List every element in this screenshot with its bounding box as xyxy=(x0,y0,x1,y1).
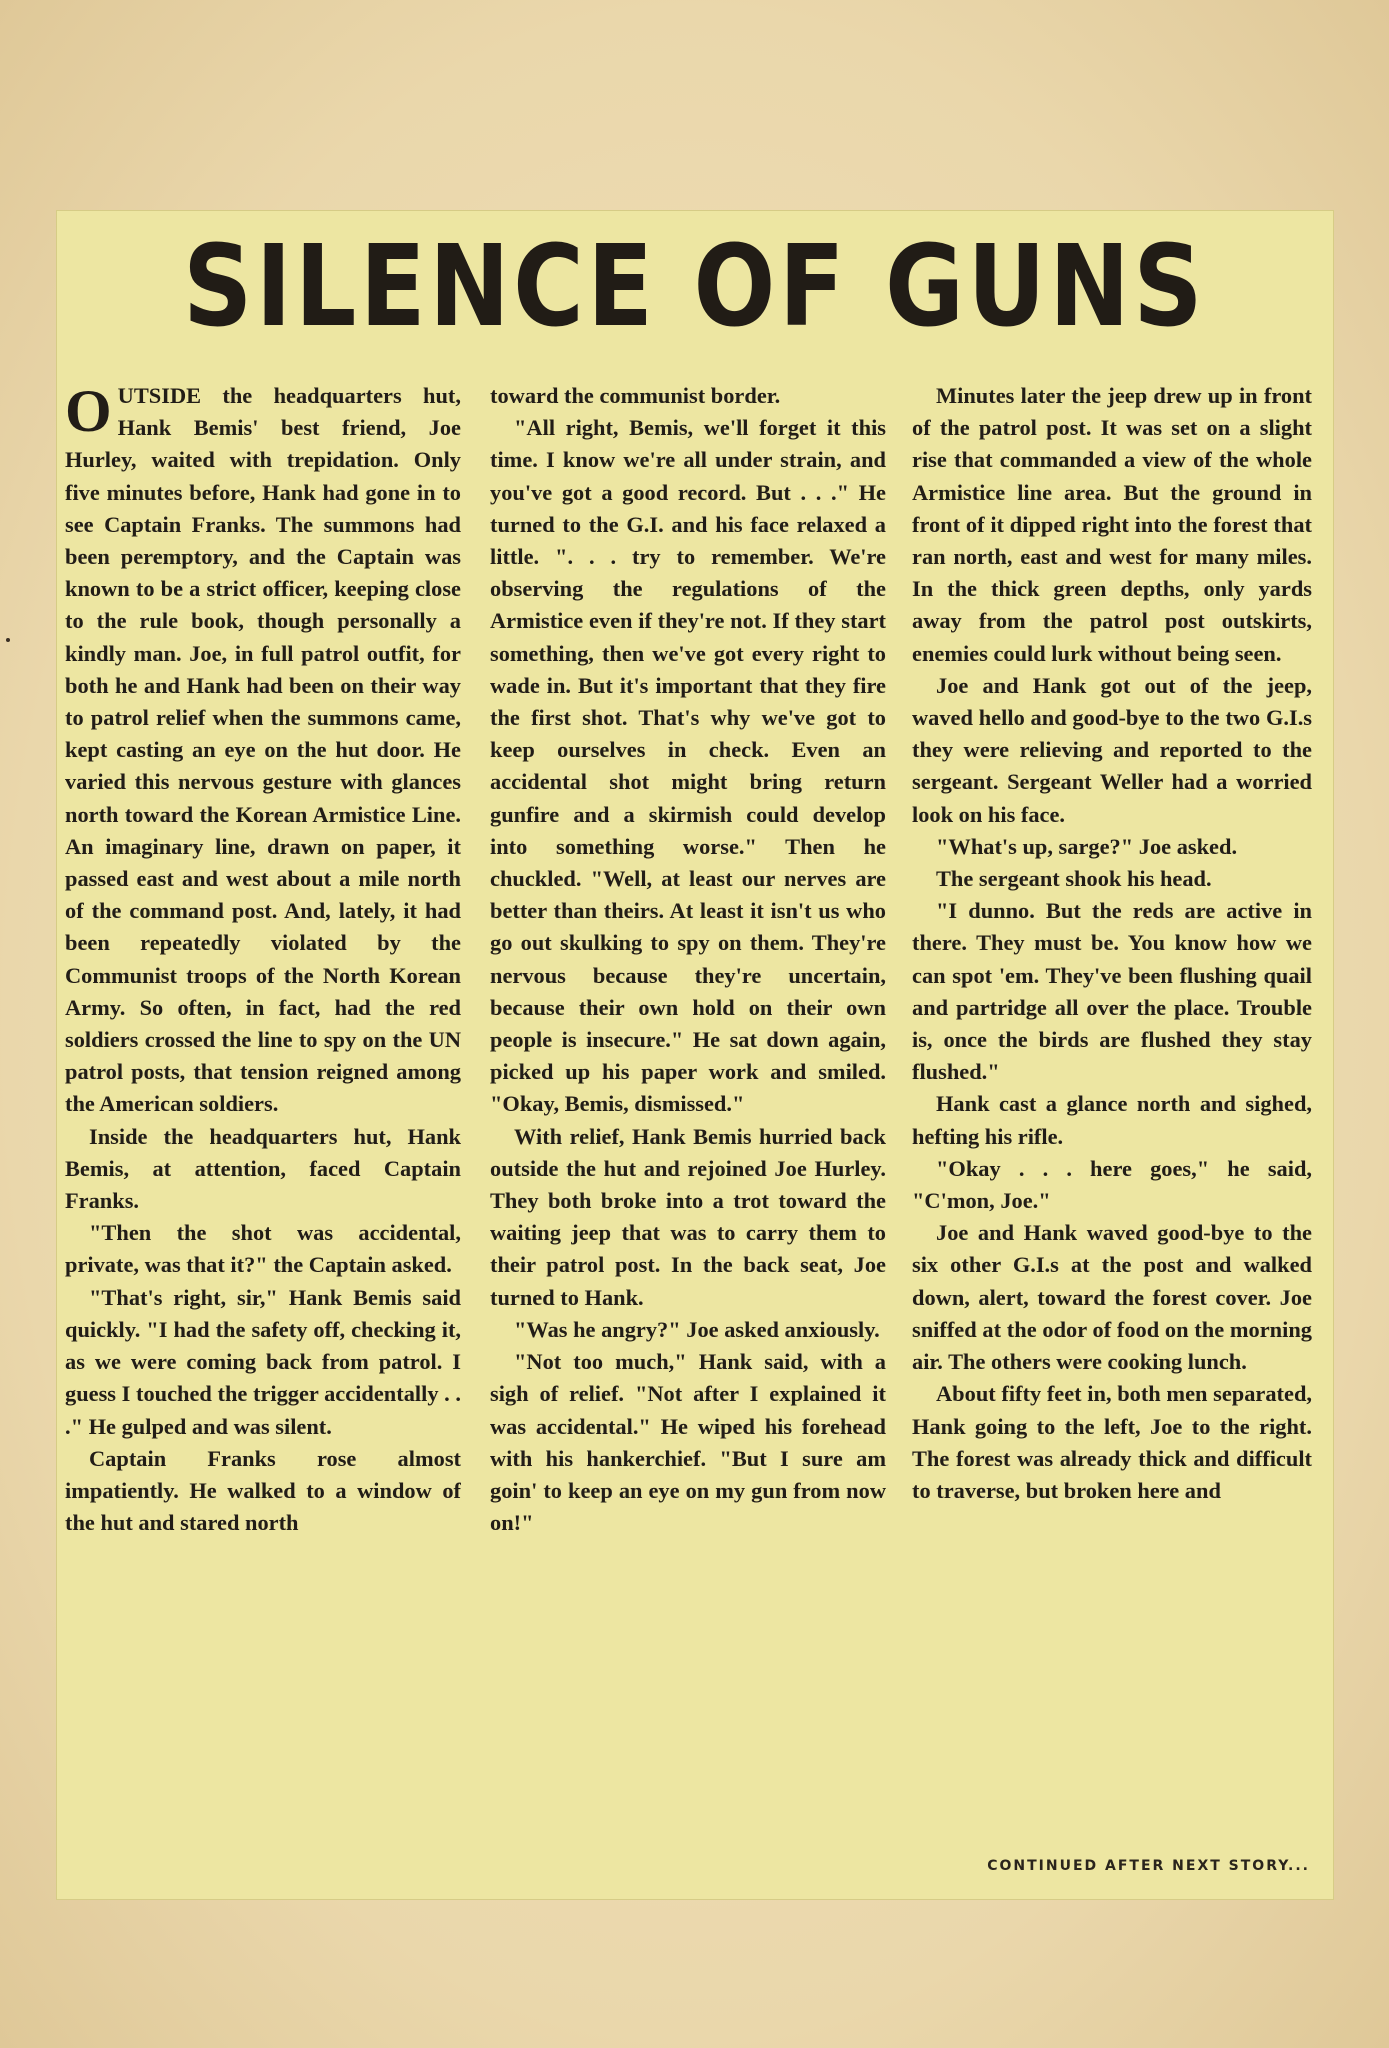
paragraph: Hank cast a glance north and sighed, hefting his rifle. xyxy=(912,1091,1312,1149)
paragraph: Joe and Hank waved good-bye to the six other G.I.s at the post and walked down, alert, toward the forest cover. Joe sniffed at the odor of food on the morning air. The others were cooking lunch. xyxy=(912,1220,1312,1375)
paragraph: toward the communist border. xyxy=(490,383,781,408)
text-column-1 xyxy=(65,380,461,1850)
paragraph: "I dunno. But the reds are active in there. They must be. You know how we can spot 'em. They've been flushing quail and partridge all over the place. Trouble is, once the birds are flushed they stay flushed." xyxy=(912,898,1312,1085)
paragraph: "Not too much," Hank said, with a sigh of relief. "Not after I explained it was accidental." He wiped his forehead with his hankerchief. "But I sure am goin' to keep an eye on my gun from now on!" xyxy=(490,1349,886,1536)
paragraph xyxy=(65,380,461,1121)
text-column-3 xyxy=(912,380,1312,1850)
paragraph: "What's up, sarge?" Joe asked. xyxy=(936,833,1238,859)
print-speck xyxy=(6,638,10,642)
paragraph: Minutes later the jeep drew up in front of the patrol post. It was set on a slight rise that commanded a view of the whole Armistice line area. But the ground in front of it dipped right into the forest that ran north, east and west for many miles. In the thick green depths, only yards away from the patrol post outskirts, enemies could lurk without being seen. xyxy=(912,383,1312,666)
paragraph: "All right, Bemis, we'll forget it this time. I know we're all under strain, and you've got a good record. But . . ." He turned to the G.I. and his face relaxed a little. ". . . try to remember. We're observing the regulations of the Armistice even if they're not. If they start something, then we've got every right to wade in. But it's important that they fire the first shot. That's why we've got to keep ourselves in check. Even an accidental shot might bring return gunfire and a skirmish could develop into something worse." Then he chuckled. "Well, at least our nerves are better than theirs. At least it isn't us who go out skulking to spy on them. They're nervous because they're uncertain, because their own hold on their own people is insecure." He sat down again, picked up his paper work and smiled. "Okay, Bemis, dismissed." xyxy=(490,415,886,1117)
paragraph: "That's right, sir," Hank Bemis said quickly. "I had the safety off, checking it, as we were coming back from patrol. I guess I touched the trigger accidentally . . ." He gulped and was silent. xyxy=(65,1284,461,1439)
paragraph: "Was he angry?" Joe asked anxiously. xyxy=(514,1316,880,1342)
paragraph: About fifty feet in, both men separated, Hank going to the left, Joe to the right. The forest was already thick and difficult to traverse, but broken here and xyxy=(912,1381,1312,1503)
paragraph: The sergeant shook his head. xyxy=(936,866,1212,892)
continued-note: CONTINUED AFTER NEXT STORY... xyxy=(987,1858,1310,1874)
paragraph: With relief, Hank Bemis hurried back outside the hut and rejoined Joe Hurley. They both broke into a trot toward the waiting jeep that was to carry them to their patrol post. In the back seat, Joe turned to Hank. xyxy=(490,1123,886,1310)
paragraph: Joe and Hank got out of the jeep, waved hello and good-bye to the two G.I.s they were relieving and reported to the sergeant. Sergeant Weller had a worried look on his face. xyxy=(912,672,1312,827)
drop-cap: O xyxy=(65,380,112,444)
paragraph: "Then the shot was accidental, private, was that it?" the Captain asked. xyxy=(65,1220,461,1278)
paragraph: "Okay . . . here goes," he said, "C'mon, Joe." xyxy=(912,1155,1312,1214)
paragraph: Captain Franks rose almost impatiently. He walked to a window of the hut and stared north xyxy=(65,1445,461,1536)
paragraph: Inside the headquarters hut, Hank Bemis, at attention, faced Captain Franks. xyxy=(65,1123,461,1214)
story-title: SILENCE OF GUNS xyxy=(182,222,1207,352)
text-column-2 xyxy=(490,380,886,1850)
paragraph-text: UTSIDE the headquarters hut, Hank Bemis' best friend, Joe Hurley, waited with trepidation. Only five minutes before, Hank had gone in to see Captain Franks. The summons had been peremptory, and the Captain was known to be a strict officer, keeping close to the rule book, though personally a kindly man. Joe, in full patrol outfit, for both he and Hank had been on their way to patrol relief when the summons came, kept casting an eye on the hut door. He varied this nervous gesture with glances north toward the Korean Armistice Line. An imaginary line, drawn on paper, it passed east and west about a mile north of the command post. And, lately, it had been repeatedly violated by the Communist troops of the North Korean Army. So often, in fact, had the red soldiers crossed the line to spy on the UN patrol posts, that tension reigned among the American soldiers. xyxy=(65,383,461,1117)
